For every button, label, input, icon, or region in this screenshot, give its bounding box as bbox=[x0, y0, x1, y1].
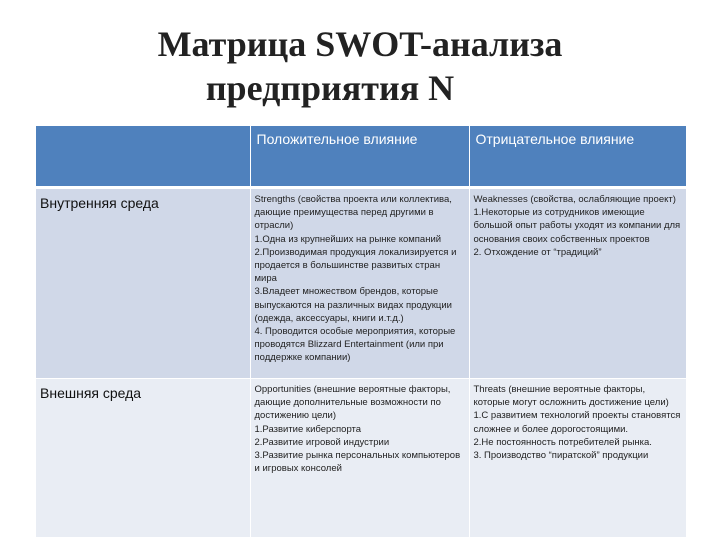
title-line-1: Матрица SWOT-анализа bbox=[157, 24, 563, 64]
weaknesses-cell bbox=[469, 188, 686, 379]
opportunities-cell bbox=[250, 379, 469, 538]
row-label-text: Внутренняя среда bbox=[40, 195, 159, 211]
threats-cell bbox=[469, 379, 686, 538]
swot-matrix-table bbox=[36, 126, 687, 538]
header-positive-impact: Положительное влияние bbox=[250, 126, 469, 188]
threats-text: Threats (внешние вероятные факторы, которые могут осложнить достижение цели) 1.С развитием технологий проекты становятся сложнее и более дорогостоящими. 2.Не постоянность потребителей рынка. 3. Производство “пиратской” продукции bbox=[473, 384, 681, 462]
row-label-text: Внешняя среда bbox=[40, 385, 142, 401]
title-line-2: предприятия N bbox=[205, 68, 455, 108]
strengths-cell bbox=[250, 188, 469, 379]
slide-title bbox=[0, 22, 720, 110]
table-header-row bbox=[36, 126, 686, 188]
strengths-text: Strengths (свойства проекта или коллектива, дающие преимущества перед другими в отрасли) 1.Одна из крупнейших на рынке компаний 2.Производимая продукция локализируется и продается в большинстве развитых стран мира 3.Владеет множеством брендов, которые выпускаются на различных видах продукции (одежда, аксессуары, книги и.т.д.) 4. Проводится особые мероприятия, которые проводятся Blizzard Entertainment (или при поддержке компании) bbox=[254, 194, 457, 364]
table-row bbox=[36, 379, 686, 538]
row-label-internal bbox=[36, 188, 250, 379]
table-row bbox=[36, 188, 686, 379]
weaknesses-text: Weaknesses (свойства, ослабляющие проект) 1.Некоторые из сотрудников имеющие большой опыт работы уходят из компании для основания своих собственных проектов 2. Отхождение от “традиций” bbox=[473, 194, 681, 258]
row-label-external bbox=[36, 379, 250, 538]
opportunities-text: Opportunities (внешние вероятные факторы, дающие дополнительные возможности по достижению цели) 1.Развитие киберспорта 2.Развитие игровой индустрии 3.Развитие рынка персональных компьютеров и игровых консолей bbox=[254, 384, 461, 475]
header-negative-impact: Отрицательное влияние bbox=[469, 126, 686, 188]
header-empty-cell bbox=[36, 126, 250, 188]
